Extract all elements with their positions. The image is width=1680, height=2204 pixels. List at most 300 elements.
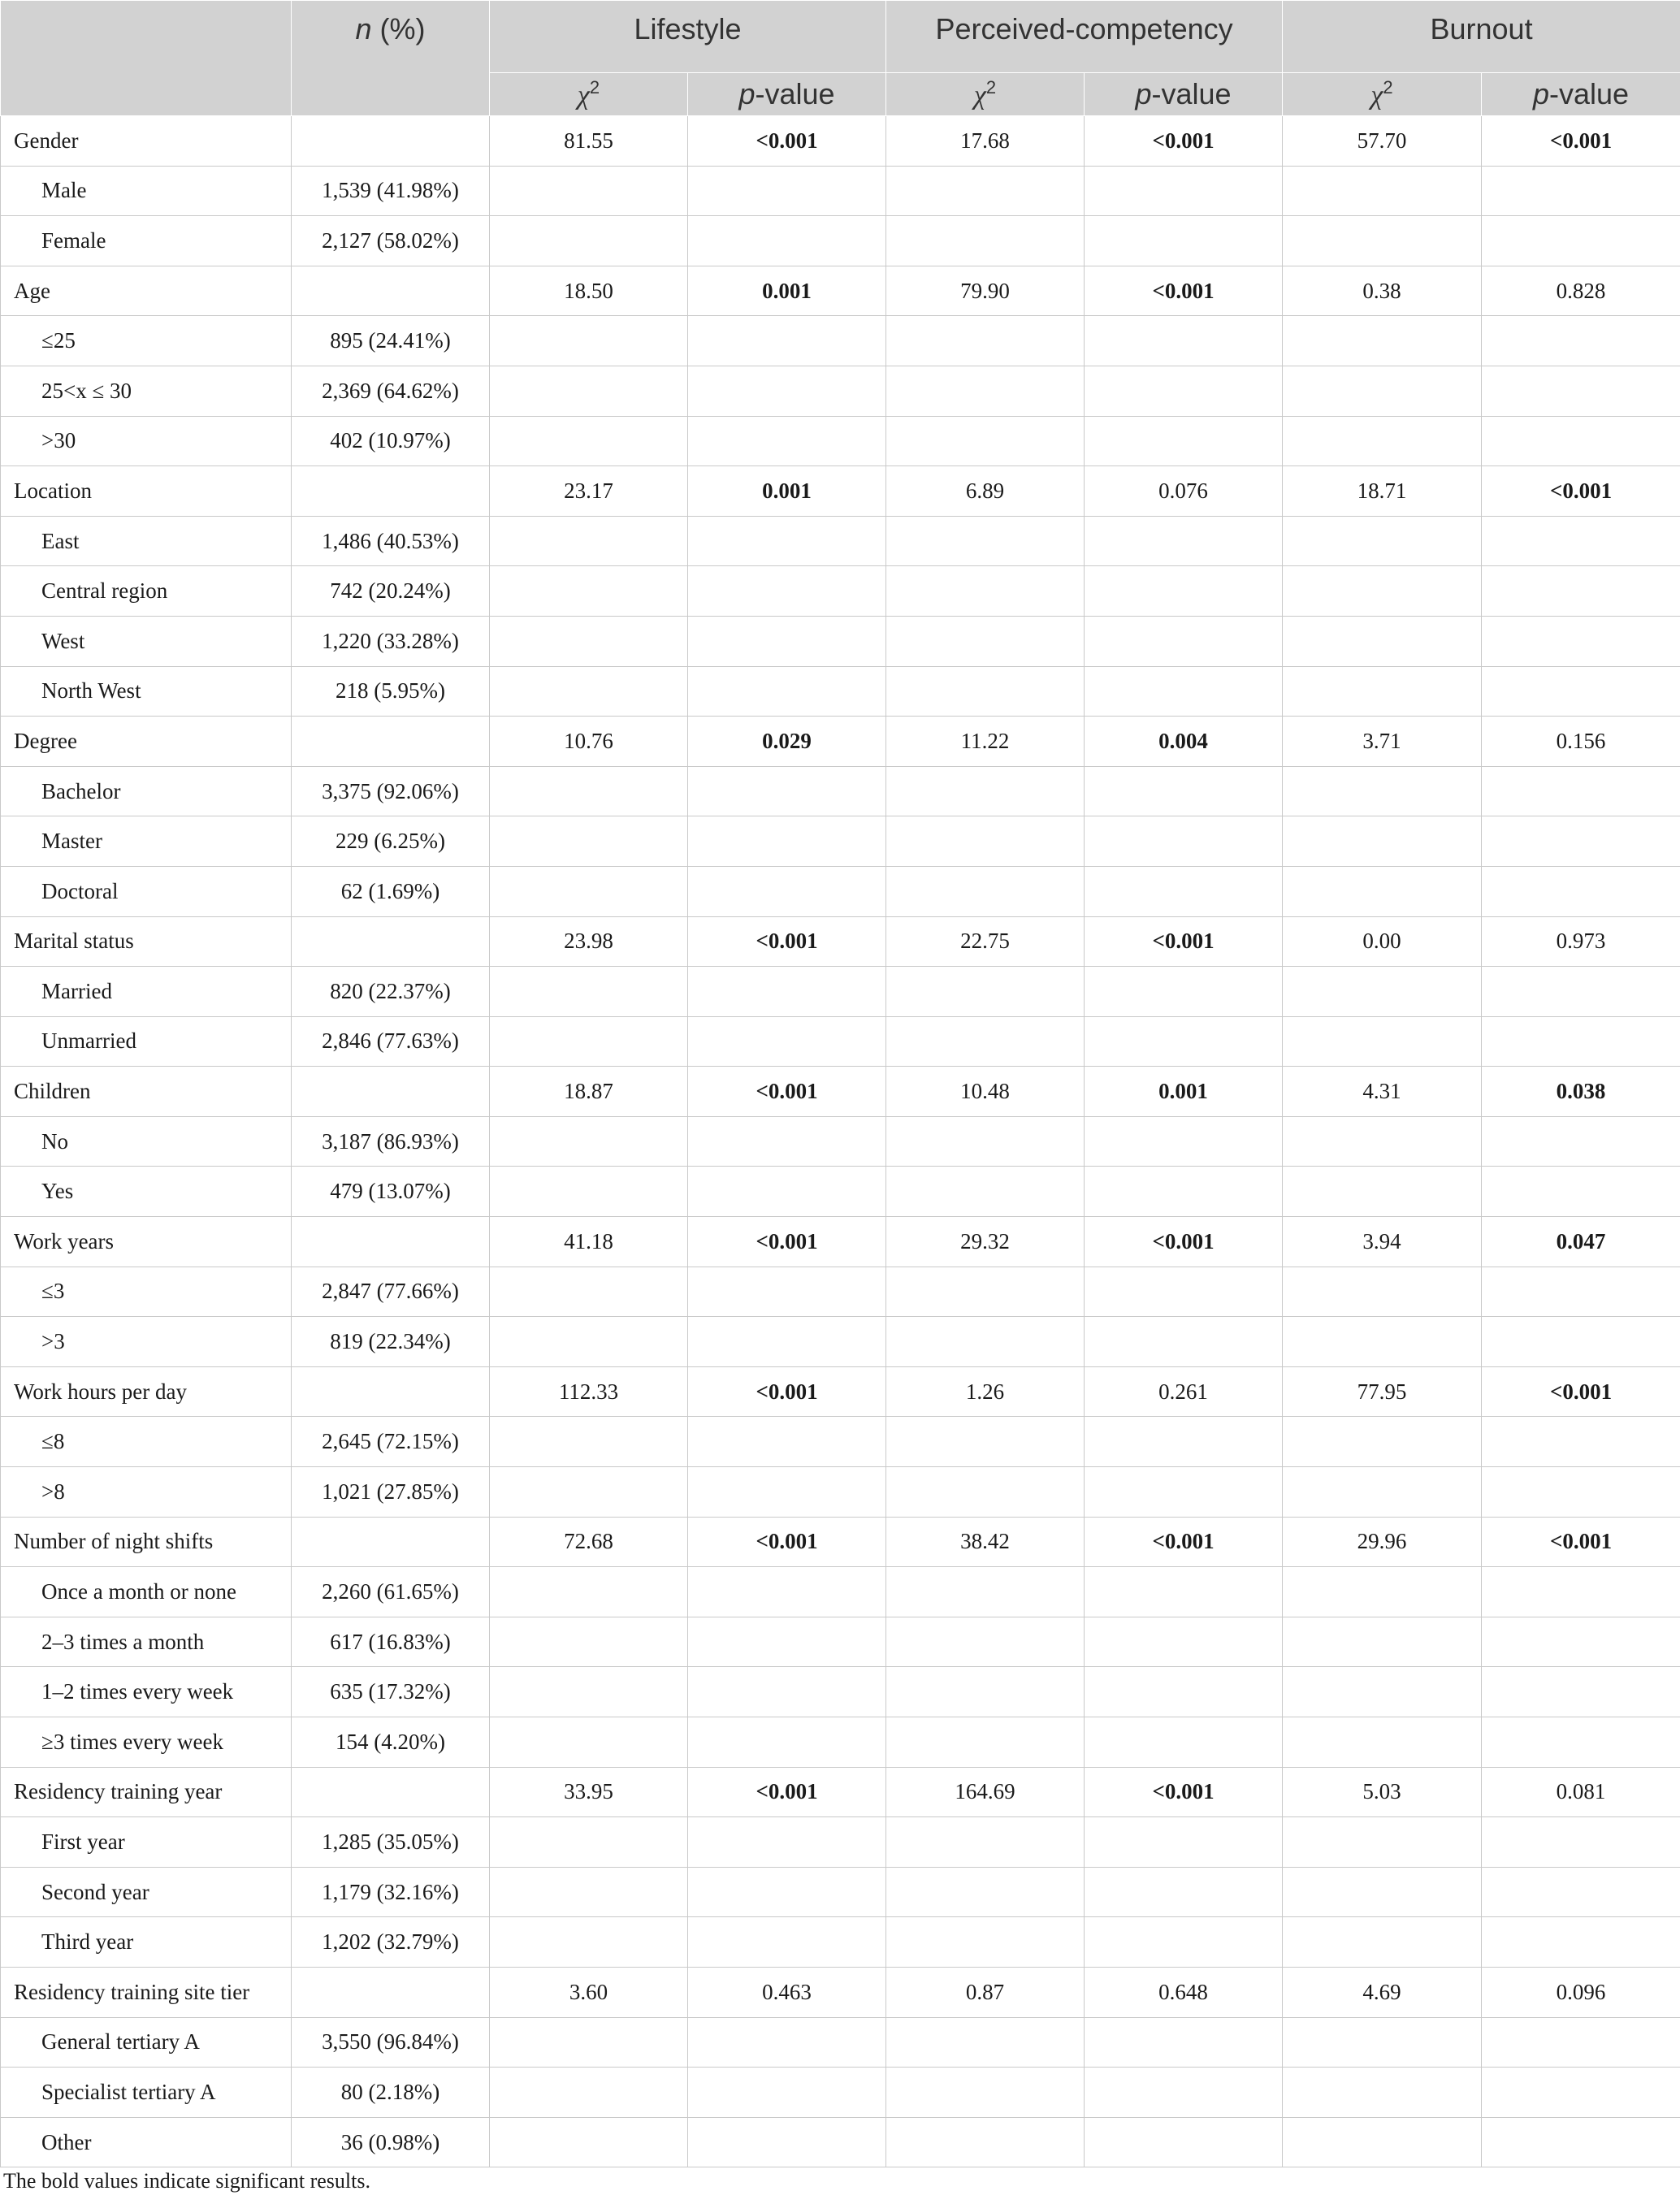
- cell-lifestyle-chi2: [490, 566, 688, 617]
- cell-lifestyle-p: [688, 566, 886, 617]
- cell-competency-p: [1085, 866, 1283, 916]
- table-row-category: [1, 166, 1680, 216]
- cell-lifestyle-p: [688, 866, 886, 916]
- cell-burnout-p: [1482, 616, 1680, 666]
- cell-n-percent: 3,187 (86.93%): [292, 1116, 490, 1167]
- cell-competency-chi2: 1.26: [886, 1366, 1085, 1417]
- row-label: ≥3 times every week: [1, 1717, 292, 1768]
- cell-lifestyle-p: [688, 2117, 886, 2167]
- cell-competency-p: <0.001: [1085, 1767, 1283, 1817]
- header-n-suffix: (%): [371, 12, 426, 45]
- cell-burnout-chi2: [1283, 1016, 1482, 1067]
- cell-burnout-chi2: [1283, 1917, 1482, 1968]
- cell-burnout-chi2: 18.71: [1283, 466, 1482, 517]
- cell-n-percent: 3,550 (96.84%): [292, 2017, 490, 2068]
- cell-competency-p: 0.004: [1085, 717, 1283, 767]
- cell-burnout-p: [1482, 366, 1680, 416]
- row-label: Master: [1, 816, 292, 867]
- cell-n-percent: 1,539 (41.98%): [292, 166, 490, 216]
- cell-burnout-chi2: 5.03: [1283, 1767, 1482, 1817]
- cell-lifestyle-chi2: 23.17: [490, 466, 688, 517]
- cell-competency-p: [1085, 316, 1283, 366]
- cell-burnout-chi2: [1283, 1717, 1482, 1768]
- cell-competency-chi2: 0.87: [886, 1967, 1085, 2017]
- cell-competency-chi2: [886, 1167, 1085, 1217]
- cell-competency-chi2: [886, 216, 1085, 266]
- row-label: ≤3: [1, 1267, 292, 1317]
- cell-lifestyle-p: [688, 2068, 886, 2118]
- cell-lifestyle-chi2: [490, 1717, 688, 1768]
- cell-burnout-p: 0.973: [1482, 916, 1680, 967]
- cell-lifestyle-chi2: [490, 1267, 688, 1317]
- cell-competency-p: 0.648: [1085, 1967, 1283, 2017]
- cell-n-percent: 820 (22.37%): [292, 967, 490, 1017]
- cell-burnout-chi2: [1283, 1317, 1482, 1367]
- cell-burnout-p: [1482, 1867, 1680, 1917]
- cell-lifestyle-p: <0.001: [688, 1067, 886, 1117]
- table-row-variable: [1, 1767, 1680, 1817]
- table-row-category: [1, 416, 1680, 466]
- row-label: Unmarried: [1, 1016, 292, 1067]
- row-label: Degree: [1, 717, 292, 767]
- cell-competency-p: <0.001: [1085, 116, 1283, 167]
- table-row-category: [1, 1817, 1680, 1868]
- table-row-category: [1, 1317, 1680, 1367]
- header-lifestyle: Lifestyle: [490, 1, 886, 73]
- cell-burnout-p: [1482, 2017, 1680, 2068]
- cell-n-percent: 2,847 (77.66%): [292, 1267, 490, 1317]
- cell-burnout-chi2: [1283, 416, 1482, 466]
- cell-competency-chi2: 10.48: [886, 1067, 1085, 1117]
- cell-lifestyle-chi2: [490, 1016, 688, 1067]
- row-label: General tertiary A: [1, 2017, 292, 2068]
- cell-lifestyle-chi2: [490, 216, 688, 266]
- header-n-italic: n: [355, 12, 372, 45]
- cell-burnout-chi2: 57.70: [1283, 116, 1482, 167]
- row-label: Specialist tertiary A: [1, 2068, 292, 2118]
- cell-competency-p: [1085, 1817, 1283, 1868]
- cell-burnout-p: [1482, 816, 1680, 867]
- cell-n-percent: 617 (16.83%): [292, 1617, 490, 1667]
- table-row-category: [1, 616, 1680, 666]
- cell-n-percent: 1,179 (32.16%): [292, 1867, 490, 1917]
- cell-lifestyle-p: <0.001: [688, 116, 886, 167]
- cell-competency-chi2: [886, 1317, 1085, 1367]
- cell-n-percent: [292, 1067, 490, 1117]
- cell-burnout-p: [1482, 1717, 1680, 1768]
- cell-n-percent: [292, 1767, 490, 1817]
- cell-burnout-p: 0.038: [1482, 1067, 1680, 1117]
- cell-n-percent: 402 (10.97%): [292, 416, 490, 466]
- cell-burnout-chi2: [1283, 967, 1482, 1017]
- row-label: Gender: [1, 116, 292, 167]
- cell-lifestyle-chi2: 23.98: [490, 916, 688, 967]
- cell-burnout-chi2: [1283, 166, 1482, 216]
- cell-burnout-p: 0.096: [1482, 1967, 1680, 2017]
- cell-lifestyle-p: [688, 216, 886, 266]
- cell-lifestyle-p: [688, 1567, 886, 1617]
- cell-lifestyle-chi2: 3.60: [490, 1967, 688, 2017]
- header-perceived-competency: Perceived-competency: [886, 1, 1283, 73]
- cell-competency-chi2: [886, 1567, 1085, 1617]
- row-label: Married: [1, 967, 292, 1017]
- cell-competency-p: [1085, 1917, 1283, 1968]
- cell-n-percent: 2,645 (72.15%): [292, 1417, 490, 1467]
- cell-competency-p: [1085, 2068, 1283, 2118]
- cell-lifestyle-chi2: [490, 1467, 688, 1518]
- cell-lifestyle-p: [688, 666, 886, 717]
- cell-n-percent: [292, 1366, 490, 1417]
- cell-burnout-p: 0.828: [1482, 266, 1680, 316]
- cell-burnout-p: [1482, 1317, 1680, 1367]
- cell-burnout-p: [1482, 566, 1680, 617]
- cell-burnout-chi2: 0.00: [1283, 916, 1482, 967]
- cell-competency-p: [1085, 1717, 1283, 1768]
- cell-lifestyle-chi2: [490, 1917, 688, 1968]
- cell-competency-p: [1085, 1317, 1283, 1367]
- header-burnout: Burnout: [1283, 1, 1680, 73]
- table-row-category: [1, 1617, 1680, 1667]
- cell-burnout-chi2: 29.96: [1283, 1517, 1482, 1567]
- cell-lifestyle-p: 0.001: [688, 466, 886, 517]
- cell-competency-p: [1085, 967, 1283, 1017]
- cell-competency-p: <0.001: [1085, 916, 1283, 967]
- cell-lifestyle-chi2: [490, 2068, 688, 2118]
- cell-lifestyle-p: [688, 166, 886, 216]
- table-row-category: [1, 1567, 1680, 1617]
- cell-lifestyle-chi2: 18.87: [490, 1067, 688, 1117]
- cell-competency-chi2: [886, 1116, 1085, 1167]
- cell-lifestyle-chi2: [490, 967, 688, 1017]
- cell-burnout-p: [1482, 766, 1680, 816]
- table-row-category: [1, 1116, 1680, 1167]
- cell-competency-p: [1085, 566, 1283, 617]
- cell-competency-p: [1085, 816, 1283, 867]
- cell-n-percent: [292, 1217, 490, 1267]
- row-label: Doctoral: [1, 866, 292, 916]
- cell-competency-chi2: [886, 766, 1085, 816]
- table-row-category: [1, 1867, 1680, 1917]
- table-row-category: [1, 216, 1680, 266]
- row-label: Location: [1, 466, 292, 517]
- cell-lifestyle-p: 0.029: [688, 717, 886, 767]
- cell-competency-chi2: [886, 1667, 1085, 1717]
- cell-lifestyle-chi2: 33.95: [490, 1767, 688, 1817]
- cell-n-percent: 62 (1.69%): [292, 866, 490, 916]
- cell-competency-p: 0.261: [1085, 1366, 1283, 1417]
- cell-n-percent: 479 (13.07%): [292, 1167, 490, 1217]
- cell-lifestyle-p: <0.001: [688, 916, 886, 967]
- cell-lifestyle-chi2: [490, 166, 688, 216]
- cell-competency-chi2: 164.69: [886, 1767, 1085, 1817]
- cell-burnout-chi2: [1283, 1467, 1482, 1518]
- cell-competency-p: [1085, 1116, 1283, 1167]
- cell-competency-chi2: [886, 866, 1085, 916]
- cell-burnout-p: [1482, 1917, 1680, 1968]
- subheader-chi-square-burnout: $\chi^2$: [1283, 73, 1482, 116]
- cell-burnout-p: [1482, 166, 1680, 216]
- cell-lifestyle-chi2: [490, 816, 688, 867]
- cell-competency-p: 0.076: [1085, 466, 1283, 517]
- cell-burnout-p: [1482, 1167, 1680, 1217]
- cell-burnout-p: <0.001: [1482, 466, 1680, 517]
- cell-n-percent: 229 (6.25%): [292, 816, 490, 867]
- cell-lifestyle-chi2: [490, 416, 688, 466]
- cell-competency-chi2: [886, 1267, 1085, 1317]
- cell-n-percent: [292, 916, 490, 967]
- cell-competency-chi2: 6.89: [886, 466, 1085, 517]
- row-label: 25<x ≤ 30: [1, 366, 292, 416]
- cell-burnout-chi2: [1283, 216, 1482, 266]
- cell-n-percent: 1,285 (35.05%): [292, 1817, 490, 1868]
- cell-competency-chi2: 11.22: [886, 717, 1085, 767]
- table-row-category: [1, 2068, 1680, 2118]
- table-row-variable: [1, 717, 1680, 767]
- row-label: 1–2 times every week: [1, 1667, 292, 1717]
- table-row-category: [1, 1667, 1680, 1717]
- cell-n-percent: 635 (17.32%): [292, 1667, 490, 1717]
- cell-n-percent: 1,486 (40.53%): [292, 516, 490, 566]
- cell-burnout-chi2: [1283, 2017, 1482, 2068]
- cell-lifestyle-chi2: [490, 2017, 688, 2068]
- cell-competency-p: [1085, 1667, 1283, 1717]
- cell-burnout-p: [1482, 2068, 1680, 2118]
- cell-competency-chi2: [886, 2017, 1085, 2068]
- subheader-chi-square-competency: $\chi^2$: [886, 73, 1085, 116]
- cell-burnout-p: [1482, 1467, 1680, 1518]
- cell-burnout-chi2: [1283, 1817, 1482, 1868]
- cell-competency-chi2: [886, 1617, 1085, 1667]
- cell-n-percent: 1,220 (33.28%): [292, 616, 490, 666]
- cell-competency-p: <0.001: [1085, 266, 1283, 316]
- cell-competency-p: <0.001: [1085, 1517, 1283, 1567]
- cell-competency-p: [1085, 616, 1283, 666]
- cell-lifestyle-chi2: 112.33: [490, 1366, 688, 1417]
- cell-burnout-chi2: [1283, 1167, 1482, 1217]
- cell-burnout-chi2: [1283, 516, 1482, 566]
- row-label: Residency training year: [1, 1767, 292, 1817]
- cell-burnout-chi2: [1283, 666, 1482, 717]
- row-label: Residency training site tier: [1, 1967, 292, 2017]
- cell-burnout-chi2: [1283, 1867, 1482, 1917]
- row-label: Other: [1, 2117, 292, 2167]
- table-row-variable: [1, 1517, 1680, 1567]
- cell-competency-p: [1085, 2117, 1283, 2167]
- row-label: West: [1, 616, 292, 666]
- cell-competency-chi2: [886, 166, 1085, 216]
- cell-lifestyle-p: [688, 366, 886, 416]
- cell-competency-chi2: [886, 816, 1085, 867]
- cell-competency-chi2: [886, 2117, 1085, 2167]
- cell-burnout-p: [1482, 1417, 1680, 1467]
- cell-burnout-p: [1482, 316, 1680, 366]
- cell-lifestyle-chi2: 72.68: [490, 1517, 688, 1567]
- cell-lifestyle-p: [688, 1417, 886, 1467]
- cell-competency-p: [1085, 216, 1283, 266]
- cell-competency-chi2: [886, 1016, 1085, 1067]
- cell-burnout-chi2: [1283, 1667, 1482, 1717]
- cell-competency-p: [1085, 1867, 1283, 1917]
- cell-competency-p: [1085, 366, 1283, 416]
- table-row-variable: [1, 916, 1680, 967]
- cell-n-percent: 154 (4.20%): [292, 1717, 490, 1768]
- cell-lifestyle-p: <0.001: [688, 1517, 886, 1567]
- cell-lifestyle-p: 0.001: [688, 266, 886, 316]
- row-label: Age: [1, 266, 292, 316]
- header-n-percent: [292, 1, 490, 116]
- cell-lifestyle-chi2: [490, 866, 688, 916]
- table-row-category: [1, 666, 1680, 717]
- cell-lifestyle-p: [688, 1167, 886, 1217]
- cell-competency-chi2: [886, 967, 1085, 1017]
- row-label: East: [1, 516, 292, 566]
- cell-lifestyle-p: [688, 967, 886, 1017]
- cell-burnout-chi2: [1283, 366, 1482, 416]
- cell-lifestyle-p: [688, 416, 886, 466]
- cell-competency-chi2: [886, 616, 1085, 666]
- cell-competency-chi2: [886, 366, 1085, 416]
- row-label: Bachelor: [1, 766, 292, 816]
- cell-lifestyle-p: [688, 1467, 886, 1518]
- row-label: ≤8: [1, 1417, 292, 1467]
- table-row-category: [1, 1917, 1680, 1968]
- cell-lifestyle-p: [688, 1267, 886, 1317]
- cell-burnout-chi2: 3.94: [1283, 1217, 1482, 1267]
- table-body: [1, 116, 1680, 2167]
- row-label: Central region: [1, 566, 292, 617]
- table-row-category: [1, 516, 1680, 566]
- cell-competency-p: [1085, 166, 1283, 216]
- cell-lifestyle-p: [688, 516, 886, 566]
- cell-burnout-p: [1482, 967, 1680, 1017]
- row-label: First year: [1, 1817, 292, 1868]
- row-label: North West: [1, 666, 292, 717]
- cell-lifestyle-chi2: [490, 1167, 688, 1217]
- row-label: >8: [1, 1467, 292, 1518]
- subheader-p-value-burnout: p-value: [1482, 73, 1680, 116]
- cell-lifestyle-chi2: 10.76: [490, 717, 688, 767]
- cell-lifestyle-chi2: [490, 1317, 688, 1367]
- cell-burnout-p: [1482, 416, 1680, 466]
- cell-lifestyle-chi2: [490, 1667, 688, 1717]
- cell-competency-p: [1085, 516, 1283, 566]
- cell-burnout-chi2: 4.31: [1283, 1067, 1482, 1117]
- cell-competency-chi2: [886, 1917, 1085, 1968]
- table-row-variable: [1, 1217, 1680, 1267]
- cell-burnout-chi2: [1283, 1567, 1482, 1617]
- table-row-category: [1, 766, 1680, 816]
- cell-burnout-chi2: [1283, 816, 1482, 867]
- cell-competency-p: [1085, 1417, 1283, 1467]
- cell-n-percent: 895 (24.41%): [292, 316, 490, 366]
- cell-lifestyle-p: [688, 1667, 886, 1717]
- cell-competency-chi2: [886, 1717, 1085, 1768]
- cell-lifestyle-chi2: 41.18: [490, 1217, 688, 1267]
- cell-lifestyle-p: [688, 1617, 886, 1667]
- cell-competency-chi2: [886, 666, 1085, 717]
- cell-lifestyle-p: [688, 1116, 886, 1167]
- table-row-category: [1, 1417, 1680, 1467]
- cell-lifestyle-p: <0.001: [688, 1366, 886, 1417]
- cell-burnout-p: <0.001: [1482, 1366, 1680, 1417]
- cell-burnout-chi2: [1283, 766, 1482, 816]
- cell-burnout-chi2: [1283, 616, 1482, 666]
- table-row-category: [1, 2017, 1680, 2068]
- cell-lifestyle-chi2: [490, 1417, 688, 1467]
- cell-competency-p: [1085, 1617, 1283, 1667]
- table-row-category: [1, 2117, 1680, 2167]
- cell-competency-p: 0.001: [1085, 1067, 1283, 1117]
- cell-n-percent: 1,021 (27.85%): [292, 1467, 490, 1518]
- row-label: Number of night shifts: [1, 1517, 292, 1567]
- cell-n-percent: [292, 1967, 490, 2017]
- subheader-p-value-lifestyle: p-value: [688, 73, 886, 116]
- cell-burnout-p: [1482, 516, 1680, 566]
- cell-competency-p: [1085, 416, 1283, 466]
- table-row-category: [1, 967, 1680, 1017]
- cell-competency-chi2: 22.75: [886, 916, 1085, 967]
- cell-lifestyle-p: [688, 1016, 886, 1067]
- cell-burnout-chi2: [1283, 1267, 1482, 1317]
- cell-competency-chi2: [886, 1417, 1085, 1467]
- cell-competency-chi2: 29.32: [886, 1217, 1085, 1267]
- cell-n-percent: 80 (2.18%): [292, 2068, 490, 2118]
- cell-n-percent: 3,375 (92.06%): [292, 766, 490, 816]
- cell-n-percent: 1,202 (32.79%): [292, 1917, 490, 1968]
- table-row-variable: [1, 1067, 1680, 1117]
- cell-lifestyle-p: <0.001: [688, 1767, 886, 1817]
- cell-lifestyle-chi2: 18.50: [490, 266, 688, 316]
- cell-competency-p: [1085, 1567, 1283, 1617]
- cell-lifestyle-p: [688, 1867, 886, 1917]
- row-label: Female: [1, 216, 292, 266]
- cell-burnout-chi2: 0.38: [1283, 266, 1482, 316]
- cell-competency-p: <0.001: [1085, 1217, 1283, 1267]
- cell-n-percent: [292, 266, 490, 316]
- cell-competency-p: [1085, 1267, 1283, 1317]
- cell-burnout-p: [1482, 2117, 1680, 2167]
- table-row-variable: [1, 116, 1680, 167]
- table-row-category: [1, 566, 1680, 617]
- cell-competency-p: [1085, 1467, 1283, 1518]
- cell-lifestyle-chi2: [490, 1817, 688, 1868]
- cell-burnout-p: [1482, 1817, 1680, 1868]
- cell-lifestyle-chi2: [490, 1567, 688, 1617]
- cell-competency-p: [1085, 1016, 1283, 1067]
- row-label: Once a month or none: [1, 1567, 292, 1617]
- table-row-category: [1, 1167, 1680, 1217]
- cell-competency-p: [1085, 1167, 1283, 1217]
- cell-lifestyle-p: 0.463: [688, 1967, 886, 2017]
- cell-lifestyle-p: [688, 1917, 886, 1968]
- cell-burnout-p: [1482, 1567, 1680, 1617]
- table-row-category: [1, 366, 1680, 416]
- cell-lifestyle-chi2: [490, 616, 688, 666]
- cell-competency-chi2: 17.68: [886, 116, 1085, 167]
- cell-n-percent: [292, 466, 490, 517]
- cell-n-percent: 2,127 (58.02%): [292, 216, 490, 266]
- cell-lifestyle-p: [688, 316, 886, 366]
- cell-competency-chi2: [886, 566, 1085, 617]
- cell-burnout-p: [1482, 666, 1680, 717]
- table-header: [1, 1, 1680, 116]
- cell-burnout-chi2: 77.95: [1283, 1366, 1482, 1417]
- cell-competency-chi2: [886, 516, 1085, 566]
- cell-burnout-p: [1482, 1617, 1680, 1667]
- cell-burnout-p: [1482, 216, 1680, 266]
- table-row-variable: [1, 1366, 1680, 1417]
- subheader-chi-square-lifestyle: $\chi^2$: [490, 73, 688, 116]
